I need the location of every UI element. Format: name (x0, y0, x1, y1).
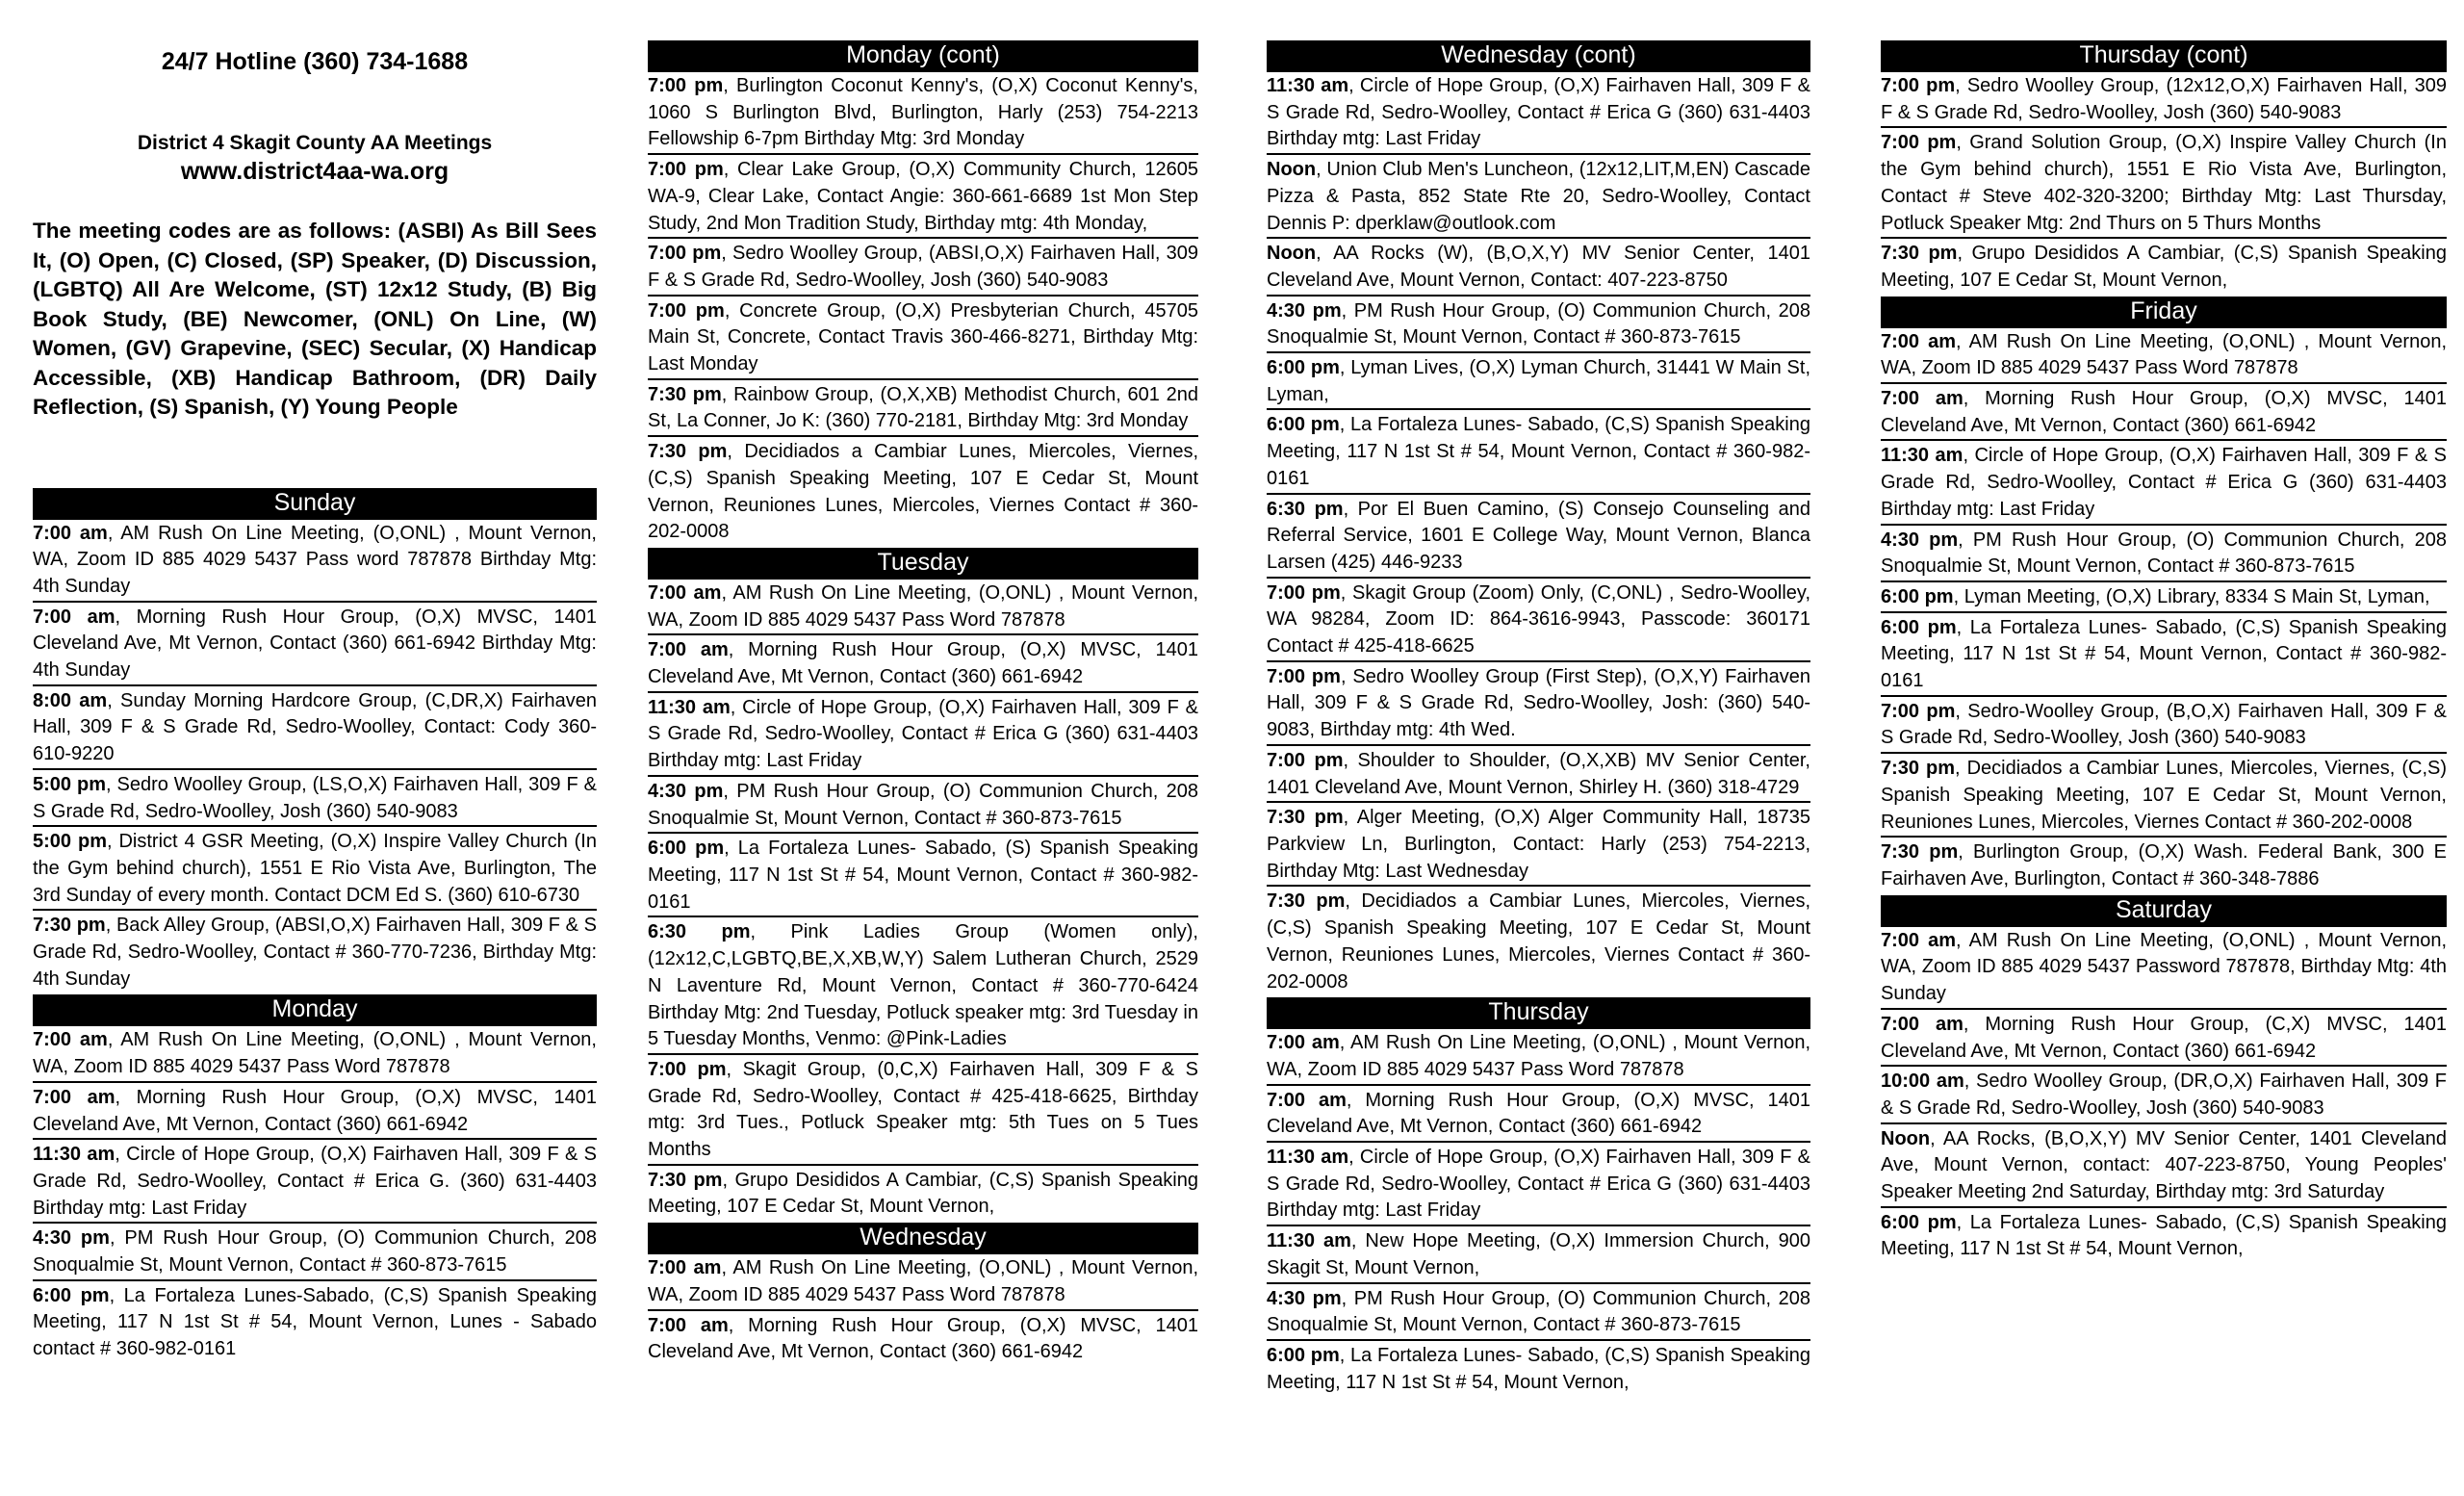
meeting-time: 7:00 am (33, 1086, 116, 1108)
meeting-details: , Sedro Woolley Group, (LS,O,X) Fairhaven Hall, 309 F & S Grade Rd, Sedro-Woolley, Josh (360) 540-9083 (33, 773, 597, 822)
meeting-entry (33, 1085, 597, 1140)
meeting-time: 6:00 pm (1267, 357, 1340, 379)
meeting-time: 7:00 pm (648, 1058, 727, 1080)
meeting-entry (648, 1255, 1198, 1310)
meeting-entry (1267, 157, 1810, 239)
meeting-time: 7:00 am (648, 1257, 722, 1279)
meeting-time: 7:00 am (1881, 330, 1957, 352)
day-header: Tuesday (648, 548, 1198, 580)
column-1 (33, 40, 597, 1365)
meeting-entry (1267, 412, 1810, 494)
meeting-entry (1881, 73, 2447, 128)
meeting-time: 7:00 am (648, 581, 722, 604)
meeting-entry (1267, 1228, 1810, 1283)
meeting-time: 7:00 pm (1881, 132, 1957, 154)
meeting-time: 7:00 am (1881, 388, 1964, 410)
meeting-time: 7:00 pm (648, 75, 724, 96)
meeting-time: 7:30 pm (648, 441, 728, 463)
column-2 (648, 40, 1198, 1368)
meeting-time: 6:00 pm (1881, 616, 1957, 638)
meeting-time: 7:00 pm (1881, 700, 1956, 722)
meeting-details: , Alger Meeting, (O,X) Alger Community Hall, 18735 Parkview Ln, Burlington, Contact: Harly (253) 754-2213, Birthday Mtg: Last Wednesday (1267, 807, 1810, 882)
meeting-time: 7:30 pm (648, 383, 722, 405)
meeting-details: , La Fortaleza Lunes-Sabado, (C,S) Spanish Speaking Meeting, 117 N 1st St # 54, Mount Vernon, Lunes - Sabado contact # 360-982-0161 (33, 1284, 597, 1360)
meeting-entry (1881, 928, 2447, 1010)
meeting-details: , Sedro Woolley Group, (12x12,O,X) Fairhaven Hall, 309 F & S Grade Rd, Sedro-Woolley, Josh (360) 540-9083 (1881, 75, 2447, 123)
meeting-details: , AM Rush On Line Meeting, (O,ONL) , Mount Vernon, WA, Zoom ID 885 4029 5437 Pass Word 787878 (648, 581, 1199, 631)
meeting-details: , Sedro Woolley Group, (DR,O,X) Fairhaven Hall, 309 F & S Grade Rd, Sedro-Woolley, Josh (360) 540-9083 (1881, 1070, 2447, 1119)
meeting-time: 7:00 pm (1267, 665, 1341, 687)
meeting-details: , Morning Rush Hour Group, (O,X) MVSC, 1401 Cleveland Ave, Mt Vernon, Contact (360) 661-6942 (648, 639, 1198, 688)
hotline-heading: 24/7 Hotline (360) 734-1688 (161, 48, 469, 75)
day-header: Wednesday (648, 1223, 1198, 1254)
meeting-entry (1881, 130, 2447, 239)
meeting-details: , Pink Ladies Group (Women only), (12x12,C,LGBTQ,BE,X,XB,W,Y) Salem Lutheran Church, 2529 N Laventure Rd, Mount Vernon, Contact # 360-770-6424 Birthday Mtg: 2nd Tuesday, Potluck speaker mtg: 3rd Tuesday in 5 Tuesday Months, Venmo: @Pink-Ladies (648, 921, 1198, 1050)
meeting-details: , Shoulder to Shoulder, (O,X,XB) MV Senior Center, 1401 Cleveland Ave, Mount Vernon, Shirley H. (360) 318-4729 (1267, 749, 1810, 798)
meeting-entry (1881, 528, 2447, 582)
day-section-thursday-cont (1881, 40, 2447, 295)
meeting-entry (1881, 1126, 2447, 1208)
meeting-details: , Skagit Group (Zoom) Only, (C,ONL) , Sedro-Woolley, WA 98284, Zoom ID: 864-3616-9943, Passcode: 360171 Contact # 425-418-6625 (1267, 581, 1810, 658)
meeting-time: 8:00 am (33, 689, 108, 711)
day-section-sunday (33, 488, 597, 993)
meeting-details: , AM Rush On Line Meeting, (O,ONL) , Mount Vernon, WA, Zoom ID 885 4029 5437 Pass Word 787878 (1267, 1032, 1810, 1080)
meeting-details: , Decidiados a Cambiar Lunes, Miercoles, Viernes, (C,S) Spanish Speaking Meeting, 107 E Cedar St, Mount Vernon, Reuniones Lunes, Miercoles, Viernes Contact # 360-202-0008 (1881, 758, 2447, 833)
meeting-list (33, 1027, 597, 1362)
meeting-details: , La Fortaleza Lunes- Sabado, (C,S) Spanish Speaking Meeting, 117 N 1st St # 54, Mount Vernon, (1881, 1211, 2447, 1260)
meeting-details: , AM Rush On Line Meeting, (O,ONL) , Mount Vernon, WA, Zoom ID 885 4029 5437 Password 787878, Birthday Mtg: 4th Sunday (1881, 929, 2447, 1005)
meeting-time: 4:30 pm (1881, 529, 1959, 551)
meeting-entry (1267, 1286, 1810, 1341)
meeting-time: 7:00 am (1267, 1032, 1340, 1054)
meeting-entry (648, 695, 1198, 777)
meeting-details: , PM Rush Hour Group, (O) Communion Church, 208 Snoqualmie St, Mount Vernon, Contact # 360-873-7615 (648, 780, 1198, 829)
meeting-entry (1267, 1030, 1810, 1085)
day-section-thursday (1267, 997, 1810, 1396)
meeting-entry (648, 779, 1198, 834)
meeting-time: 5:00 pm (33, 831, 107, 853)
meeting-details: , PM Rush Hour Group, (O) Communion Church, 208 Snoqualmie St, Mount Vernon, Contact # 360-873-7615 (1267, 299, 1810, 348)
meeting-entry (648, 637, 1198, 692)
meeting-details: , Morning Rush Hour Group, (O,X) MVSC, 1401 Cleveland Ave, Mt Vernon, Contact (360) 661-6942 Birthday Mtg: 4th Sunday (33, 606, 597, 682)
meeting-time: 11:30 am (648, 696, 731, 718)
meeting-details: , Morning Rush Hour Group, (O,X) MVSC, 1401 Cleveland Ave, Mt Vernon, Contact (360) 661-6942 (33, 1086, 597, 1135)
meeting-details: , Back Alley Group, (ABSI,O,X) Fairhaven Hall, 309 F & S Grade Rd, Sedro-Woolley, Contact # 360-770-7236, Birthday Mtg: 4th Sunday (33, 915, 598, 990)
meeting-details: , Decidiados a Cambiar Lunes, Miercoles, Viernes, (C,S) Spanish Speaking Meeting, 107 E Cedar St, Mount Vernon, Reuniones Lunes, Miercoles, Viernes Contact # 360-202-0008 (1267, 890, 1810, 993)
meeting-time: 4:30 pm (33, 1227, 110, 1250)
meeting-details: , Decidiados a Cambiar Lunes, Miercoles, Viernes, (C,S) Spanish Speaking Meeting, 107 E Cedar St, Mount Vernon, Reuniones Lunes, Miercoles, Viernes Contact # 360-202-0008 (648, 441, 1198, 543)
meeting-time: 7:00 am (1267, 1089, 1347, 1111)
meeting-entry (1881, 1012, 2447, 1067)
meeting-entry (1881, 443, 2447, 525)
meeting-entry (1267, 1145, 1810, 1226)
meeting-details: , AA Rocks (W), (B,O,X,Y) MV Senior Center, 1401 Cleveland Ave, Mount Vernon, Contact: 407-223-8750 (1267, 243, 1810, 291)
meeting-time: 11:30 am (1267, 75, 1349, 96)
meeting-entry (1267, 298, 1810, 353)
meeting-details: , New Hope Meeting, (O,X) Immersion Church, 900 Skagit St, Mount Vernon, (1267, 1230, 1810, 1278)
meeting-entry (1267, 664, 1810, 746)
meeting-entry (1267, 805, 1810, 887)
meeting-time: Noon (1267, 243, 1317, 265)
meeting-details: , La Fortaleza Lunes- Sabado, (C,S) Spanish Speaking Meeting, 117 N 1st St # 54, Mount Vernon, (1267, 1344, 1810, 1393)
website-link[interactable]: www.district4aa-wa.org (180, 158, 449, 185)
meeting-time: 7:30 pm (1881, 758, 1956, 780)
district-title: District 4 Skagit County AA Meetings (137, 132, 493, 154)
day-section-tuesday (648, 548, 1198, 1221)
day-section-monday (33, 994, 597, 1362)
meeting-list (1881, 928, 2447, 1263)
meeting-details: , PM Rush Hour Group, (O) Communion Church, 208 Snoqualmie St, Mount Vernon, Contact # 360-873-7615 (1881, 529, 2447, 578)
meeting-details: , Sedro Woolley Group, (ABSI,O,X) Fairhaven Hall, 309 F & S Grade Rd, Sedro-Woolley, Josh (360) 540-9083 (648, 243, 1198, 291)
meeting-time: 6:00 pm (1881, 1211, 1957, 1233)
meeting-list (33, 521, 597, 993)
meeting-details: , La Fortaleza Lunes- Sabado, (S) Spanish Speaking Meeting, 117 N 1st St # 54, Mount Vernon, Contact # 360-982-0161 (648, 838, 1198, 913)
meeting-entry (33, 913, 597, 993)
meeting-details: , La Fortaleza Lunes- Sabado, (C,S) Spanish Speaking Meeting, 117 N 1st St # 54, Mount Vernon, Contact # 360-982-0161 (1881, 616, 2447, 692)
meeting-entry (33, 1027, 597, 1082)
meeting-details: , Circle of Hope Group, (O,X) Fairhaven Hall, 309 F & S Grade Rd, Sedro-Woolley, Contact # Erica G. (360) 631-4403 Birthday mtg: Last Friday (33, 1144, 598, 1219)
meeting-details: , Clear Lake Group, (O,X) Community Church, 12605 WA-9, Clear Lake, Contact Angie: 360-661-6689 1st Mon Step Study, 2nd Mon Tradition Study, Birthday mtg: 4th Monday, (648, 159, 1198, 234)
meeting-entry (1881, 615, 2447, 697)
meeting-entry (33, 1142, 597, 1224)
meeting-details: , Sedro-Woolley Group, (B,O,X) Fairhaven Hall, 309 F & S Grade Rd, Sedro-Woolley, Josh (360) 540-9083 (1881, 700, 2447, 749)
meeting-details: , PM Rush Hour Group, (O) Communion Church, 208 Snoqualmie St, Mount Vernon, Contact # 360-873-7615 (1267, 1287, 1810, 1336)
meeting-time: 6:00 pm (1267, 414, 1340, 436)
meeting-time: 7:00 pm (1267, 749, 1344, 771)
meeting-list (648, 1255, 1198, 1366)
meeting-entry (648, 919, 1198, 1055)
meeting-entry (1267, 580, 1810, 662)
day-header: Saturday (1881, 895, 2447, 927)
day-header: Thursday (cont) (1881, 40, 2447, 72)
meeting-entry (1881, 756, 2447, 838)
meeting-details: , Morning Rush Hour Group, (O,X) MVSC, 1401 Cleveland Ave, Mt Vernon, Contact (360) 661-6942 (648, 1314, 1198, 1363)
meeting-list (1267, 73, 1810, 995)
meeting-entry (648, 1057, 1198, 1166)
meeting-entry (648, 382, 1198, 437)
meeting-time: 11:30 am (1267, 1230, 1351, 1252)
meeting-details: , PM Rush Hour Group, (O) Communion Church, 208 Snoqualmie St, Mount Vernon, Contact # 360-873-7615 (33, 1227, 597, 1277)
meeting-details: , Burlington Group, (O,X) Wash. Federal Bank, 300 E Fairhaven Ave, Burlington, Contact # 360-348-7886 (1881, 841, 2447, 890)
meeting-time: 7:00 pm (648, 243, 722, 265)
meeting-time: 6:00 pm (33, 1284, 110, 1306)
meeting-details: , Circle of Hope Group, (O,X) Fairhaven Hall, 309 F & S Grade Rd, Sedro-Woolley, Contact # Erica G (360) 631-4403 Birthday mtg: Last Friday (1881, 445, 2447, 520)
meeting-details: , Skagit Group, (0,C,X) Fairhaven Hall, 309 F & S Grade Rd, Sedro-Woolley, Contact # 425-418-6625, Birthday mtg: 3rd Tues., Potluck Speaker mtg: 5th Tues on 5 Tues Months (648, 1058, 1198, 1161)
meeting-entry (648, 580, 1198, 635)
meeting-details: , Sunday Morning Hardcore Group, (C,DR,X) Fairhaven Hall, 309 F & S Grade Rd, Sedro-Woolley, Contact: Cody 360-610-9220 (33, 689, 597, 765)
meeting-entry (1881, 584, 2447, 613)
meeting-details: , Burlington Coconut Kenny's, (O,X) Coconut Kenny's, 1060 S Burlington Blvd, Burlington, Harly (253) 754-2213 Fellowship 6-7pm Birthday Mtg: 3rd Monday (648, 75, 1198, 150)
meeting-details: , Grupo Desididos A Cambiar, (C,S) Spanish Speaking Meeting, 107 E Cedar St, Mount Vernon, (1881, 243, 2447, 291)
meeting-details: , AM Rush On Line Meeting, (O,ONL) , Mount Vernon, WA, Zoom ID 885 4029 5437 Pass Word 787878 (1881, 330, 2447, 379)
meeting-time: 6:00 pm (1267, 1344, 1340, 1366)
meeting-entry (33, 772, 597, 827)
meeting-time: 7:30 pm (648, 1169, 723, 1191)
day-section-wednesday (648, 1223, 1198, 1366)
meeting-time: 7:00 am (1881, 1013, 1964, 1035)
meeting-details: , Morning Rush Hour Group, (O,X) MVSC, 1401 Cleveland Ave, Mt Vernon, Contact (360) 661-6942 (1267, 1089, 1810, 1138)
meeting-entry (1267, 748, 1810, 803)
meeting-details: , Morning Rush Hour Group, (C,X) MVSC, 1401 Cleveland Ave, Mt Vernon, Contact (360) 661-6942 (1881, 1013, 2447, 1062)
meeting-details: , Rainbow Group, (O,X,XB) Methodist Church, 601 2nd St, La Conner, Jo K: (360) 770-2181, Birthday Mtg: 3rd Monday (648, 383, 1198, 432)
meeting-entry (1881, 1069, 2447, 1123)
meeting-time: 11:30 am (33, 1144, 116, 1166)
meeting-time: 7:30 pm (1267, 807, 1344, 829)
meeting-entry (1267, 889, 1810, 995)
meeting-details: , Union Club Men's Luncheon, (12x12,LIT,M,EN) Cascade Pizza & Pasta, 852 State Rte 20, Sedro-Woolley, Contact Dennis P: dperklaw@outlook.com (1267, 159, 1810, 234)
meeting-time: 7:00 pm (648, 299, 725, 322)
meeting-entry (1881, 241, 2447, 294)
meeting-entry (648, 1313, 1198, 1366)
meeting-time: 7:00 am (33, 606, 116, 628)
meeting-entry (648, 298, 1198, 380)
meeting-entry (648, 241, 1198, 296)
meeting-entry (1881, 1210, 2447, 1263)
meeting-entry (648, 1168, 1198, 1221)
meeting-entry (1881, 329, 2447, 384)
meeting-entry (1881, 839, 2447, 892)
meeting-time: 7:30 pm (1267, 890, 1346, 913)
meeting-details: , La Fortaleza Lunes- Sabado, (C,S) Spanish Speaking Meeting, 117 N 1st St # 54, Mount Vernon, Contact # 360-982-0161 (1267, 414, 1810, 489)
meeting-codes-legend: The meeting codes are as follows: (ASBI) As Bill Sees It, (O) Open, (C) Closed, (SP) Speaker, (D) Discussion, (LGBTQ) All Are Welcome, (ST) 12x12 Study, (B) Big Book Study, (BE) Newcomer, (ONL) On Line, (W) Women, (GV) Grapevine, (SEC) Secular, (X) Handicap Accessible, (XB) Handicap Bathroom, (DR) Daily Reflection, (S) Spanish, (Y) Young People (33, 219, 597, 419)
meeting-details: , Morning Rush Hour Group, (O,X) MVSC, 1401 Cleveland Ave, Mt Vernon, Contact (360) 661-6942 (1881, 388, 2447, 436)
meeting-entry (33, 1283, 597, 1363)
meeting-entry (33, 521, 597, 603)
meeting-time: 7:00 am (33, 522, 108, 544)
day-header: Wednesday (cont) (1267, 40, 1810, 72)
meeting-details: , AM Rush On Line Meeting, (O,ONL) , Mount Vernon, WA, Zoom ID 885 4029 5437 Pass word 787878 Birthday Mtg: 4th Sunday (33, 522, 597, 597)
meeting-time: 6:00 pm (648, 838, 725, 860)
meeting-entry (1267, 497, 1810, 579)
day-section-saturday (1881, 895, 2447, 1263)
meeting-time: 6:30 pm (648, 921, 751, 943)
meeting-time: Noon (1267, 159, 1317, 181)
day-section-friday (1881, 297, 2447, 893)
meeting-details: , Grand Solution Group, (O,X) Inspire Valley Church (In the Gym behind church), 1551 E Rio Vista Ave, Burlington, Contact # Steve 402-320-3200; Birthday Mtg: Last Thursday, Potluck Speaker Mtg: 2nd Thurs on 5 Thurs Months (1881, 132, 2447, 234)
day-section-monday-cont (648, 40, 1198, 546)
meeting-details: , Sedro Woolley Group (First Step), (O,X,Y) Fairhaven Hall, 309 F & S Grade Rd, Sedro-Woolley, Josh: (360) 540-9083, Birthday mtg: 4th Wed. (1267, 665, 1810, 741)
meeting-details: , Lyman Meeting, (O,X) Library, 8334 S Main St, Lyman, (1953, 585, 2430, 607)
meeting-time: Noon (1881, 1127, 1931, 1149)
meeting-entry (648, 157, 1198, 239)
meeting-time: 7:30 pm (1881, 243, 1958, 265)
meeting-details: , District 4 GSR Meeting, (O,X) Inspire Valley Church (In the Gym behind church), 1551 E Rio Vista Ave, Burlington, The 3rd Sunday of every month. Contact DCM Ed S. (360) 610-6730 (33, 831, 597, 906)
meeting-time: 11:30 am (1881, 445, 1964, 467)
meeting-details: , Grupo Desididos A Cambiar, (C,S) Spanish Speaking Meeting, 107 E Cedar St, Mount Vernon, (648, 1169, 1198, 1218)
day-header: Thursday (1267, 997, 1810, 1029)
meeting-time: 11:30 am (1267, 1147, 1349, 1169)
meeting-list (648, 580, 1198, 1221)
meeting-time: 7:30 pm (33, 915, 106, 937)
meeting-entry (648, 439, 1198, 546)
day-header: Monday (33, 994, 597, 1026)
meeting-time: 4:30 pm (648, 780, 724, 802)
meeting-entry (1267, 355, 1810, 410)
meeting-entry (33, 829, 597, 911)
meeting-entry (1267, 73, 1810, 155)
meeting-time: 7:00 pm (1267, 581, 1341, 604)
meeting-time: 7:00 pm (648, 159, 724, 181)
column-4 (1881, 40, 2447, 1265)
meeting-details: , AM Rush On Line Meeting, (O,ONL) , Mount Vernon, WA, Zoom ID 885 4029 5437 Pass Word 787878 (33, 1029, 597, 1078)
meeting-time: 7:30 pm (1881, 841, 1959, 864)
meeting-time: 6:30 pm (1267, 498, 1344, 520)
meeting-entry (648, 836, 1198, 917)
column-3 (1267, 40, 1810, 1398)
meeting-time: 7:00 am (1881, 929, 1957, 951)
meeting-time: 6:00 pm (1881, 585, 1954, 607)
meeting-details: , Lyman Lives, (O,X) Lyman Church, 31441 W Main St, Lyman, (1267, 357, 1811, 405)
meeting-time: 4:30 pm (1267, 299, 1342, 322)
meeting-details: , AM Rush On Line Meeting, (O,ONL) , Mount Vernon, WA, Zoom ID 885 4029 5437 Pass Word 787878 (648, 1257, 1199, 1305)
day-section-wednesday-cont (1267, 40, 1810, 995)
meeting-time: 7:00 pm (1881, 75, 1956, 96)
meeting-entry (33, 1225, 597, 1280)
day-header: Sunday (33, 488, 597, 520)
meeting-time: 7:00 am (33, 1029, 108, 1051)
meeting-details: , Circle of Hope Group, (O,X) Fairhaven Hall, 309 F & S Grade Rd, Sedro-Woolley, Contact # Erica G (360) 631-4403 Birthday mtg: Last Friday (1267, 75, 1811, 150)
meeting-list (1881, 73, 2447, 295)
meeting-entry (1267, 1343, 1810, 1396)
meeting-time: 4:30 pm (1267, 1287, 1342, 1309)
meeting-entry (1267, 1088, 1810, 1143)
meeting-list (648, 73, 1198, 546)
meeting-entry (1881, 699, 2447, 754)
meeting-details: , Por El Buen Camino, (S) Consejo Counseling and Referral Service, 1601 E College Way, Mount Vernon, Blanca Larsen (425) 446-9233 (1267, 498, 1810, 573)
meeting-entry (33, 688, 597, 770)
day-header: Friday (1881, 297, 2447, 328)
meeting-list (1881, 329, 2447, 893)
meeting-details: , Circle of Hope Group, (O,X) Fairhaven Hall, 309 F & S Grade Rd, Sedro-Woolley, Contact # Erica G (360) 631-4403 Birthday mtg: Last Friday (1267, 1147, 1811, 1222)
meeting-time: 5:00 pm (33, 773, 106, 795)
day-header: Monday (cont) (648, 40, 1198, 72)
meeting-entry (648, 73, 1198, 155)
meeting-time: 10:00 am (1881, 1070, 1964, 1093)
meeting-entry (33, 605, 597, 686)
meeting-details: , AA Rocks, (B,O,X,Y) MV Senior Center, 1401 Cleveland Ave, Mount Vernon, contact: 407-223-8750, Young Peoples' Speaker Meeting 2nd Saturday, Birthday mtg: 3rd Saturday (1881, 1127, 2447, 1203)
meeting-details: , Concrete Group, (O,X) Presbyterian Church, 45705 Main St, Concrete, Contact Travis 360-466-8271, Birthday Mtg: Last Monday (648, 299, 1198, 375)
meeting-list (1267, 1030, 1810, 1396)
meeting-entry (1267, 241, 1810, 296)
meeting-details: , Circle of Hope Group, (O,X) Fairhaven Hall, 309 F & S Grade Rd, Sedro-Woolley, Contact # Erica G (360) 631-4403 Birthday mtg: Last Friday (648, 696, 1199, 772)
meeting-time: 7:00 am (648, 1314, 729, 1336)
meeting-time: 7:00 am (648, 639, 729, 661)
meeting-entry (1881, 386, 2447, 441)
